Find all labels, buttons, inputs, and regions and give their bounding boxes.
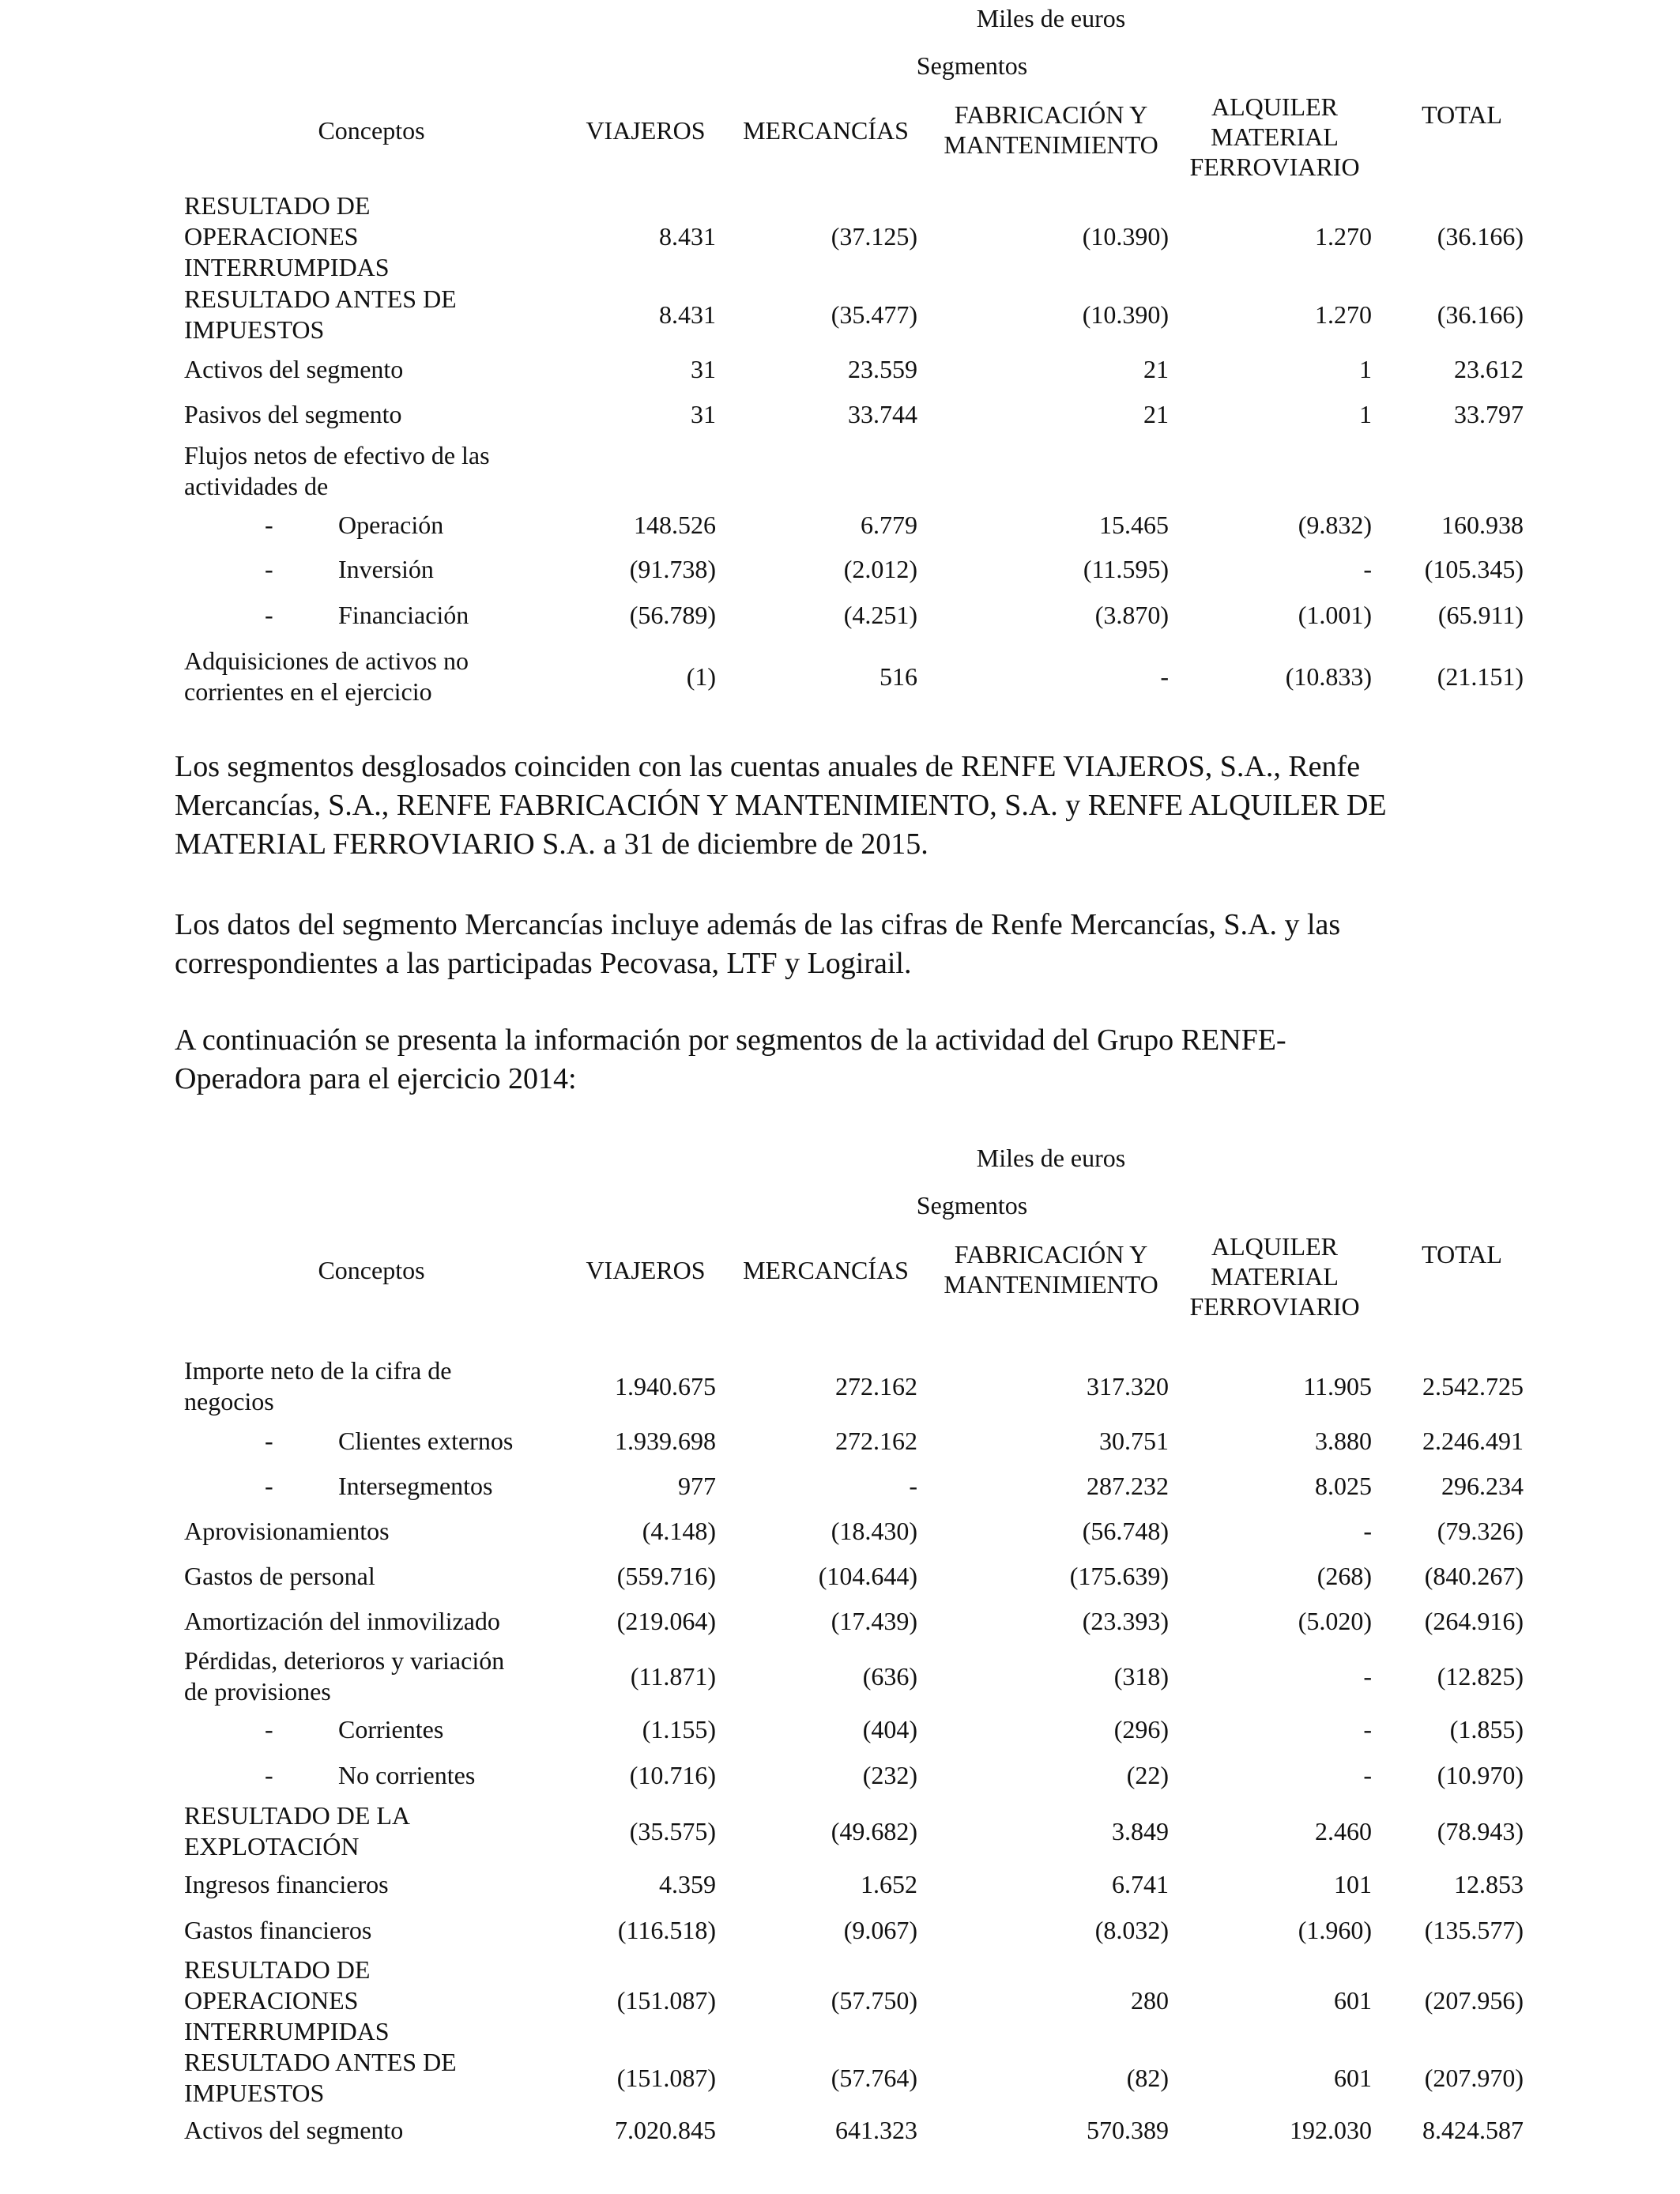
cell-total: (21.151) bbox=[1437, 662, 1524, 691]
cell-fabricacion: (318) bbox=[1113, 1661, 1169, 1691]
cell-mercancias: (232) bbox=[862, 1760, 917, 1789]
row-dash: - bbox=[265, 510, 273, 539]
row-label: Ingresos financieros bbox=[184, 1869, 389, 1898]
row-label: Activos del segmento bbox=[184, 354, 404, 383]
cell-fabricacion: (175.639) bbox=[1069, 1561, 1169, 1590]
cell-fabricacion: (10.390) bbox=[1082, 300, 1169, 329]
col-header-alquiler: MATERIAL bbox=[1211, 123, 1339, 151]
cell-mercancias: 23.559 bbox=[848, 354, 917, 383]
cell-viajeros: 7.020.845 bbox=[615, 2115, 716, 2144]
cell-total: (36.166) bbox=[1437, 221, 1524, 251]
cell-mercancias: (17.439) bbox=[831, 1606, 917, 1635]
row-dash: - bbox=[265, 1714, 273, 1744]
row-sublabel: Financiación bbox=[338, 600, 469, 629]
row-label: Activos del segmento bbox=[184, 2115, 404, 2144]
cell-fabricacion: (82) bbox=[1126, 2063, 1169, 2092]
cell-total: (264.916) bbox=[1424, 1606, 1524, 1635]
row-sublabel: Clientes externos bbox=[338, 1426, 514, 1455]
cell-viajeros: 8.431 bbox=[659, 221, 716, 251]
cell-alquiler: (5.020) bbox=[1298, 1606, 1372, 1635]
cell-fabricacion: (56.748) bbox=[1082, 1516, 1169, 1545]
cell-mercancias: 6.779 bbox=[861, 510, 917, 539]
cell-total: (79.326) bbox=[1437, 1516, 1524, 1545]
cell-fabricacion: 15.465 bbox=[1099, 510, 1169, 539]
row-label: Aprovisionamientos bbox=[184, 1516, 390, 1545]
cell-total: (12.825) bbox=[1437, 1661, 1524, 1691]
col-header-total: TOTAL bbox=[1422, 100, 1502, 129]
cell-fabricacion: 3.849 bbox=[1112, 1816, 1169, 1845]
row-label: corrientes en el ejercicio bbox=[184, 677, 432, 706]
row-label: RESULTADO DE bbox=[184, 1955, 371, 1984]
cell-fabricacion: 6.741 bbox=[1112, 1869, 1169, 1898]
cell-fabricacion: (22) bbox=[1126, 1760, 1169, 1789]
cell-mercancias: 33.744 bbox=[848, 399, 917, 428]
row-label: INTERRUMPIDAS bbox=[184, 252, 390, 281]
cell-fabricacion: 21 bbox=[1143, 399, 1169, 428]
cell-fabricacion: 21 bbox=[1143, 354, 1169, 383]
row-label: de provisiones bbox=[184, 1677, 331, 1706]
cell-mercancias: (4.251) bbox=[843, 600, 917, 629]
cell-total: 2.542.725 bbox=[1422, 1371, 1524, 1400]
col-header-alquiler: FERROVIARIO bbox=[1189, 1292, 1360, 1321]
cell-alquiler: 101 bbox=[1334, 1869, 1372, 1898]
cell-alquiler: - bbox=[1363, 1714, 1372, 1744]
row-label: Importe neto de la cifra de bbox=[184, 1356, 452, 1385]
cell-viajeros: (4.148) bbox=[642, 1516, 716, 1545]
cell-mercancias: - bbox=[909, 1471, 917, 1500]
row-sublabel: No corrientes bbox=[338, 1760, 476, 1789]
units-label: Miles de euros bbox=[976, 4, 1126, 32]
row-label: OPERACIONES bbox=[184, 221, 359, 251]
row-label: Adquisiciones de activos no bbox=[184, 647, 469, 675]
paragraph-line: MATERIAL FERROVIARIO S.A. a 31 de diciembre de 2015. bbox=[175, 827, 929, 861]
cell-viajeros: (559.716) bbox=[616, 1561, 716, 1590]
cell-total: 12.853 bbox=[1454, 1869, 1524, 1898]
col-header-viajeros: VIAJEROS bbox=[586, 116, 706, 145]
cell-fabricacion: (3.870) bbox=[1094, 600, 1169, 629]
cell-total: (10.970) bbox=[1437, 1760, 1524, 1789]
cell-mercancias: (57.764) bbox=[831, 2063, 917, 2092]
row-dash: - bbox=[265, 600, 273, 629]
cell-total: (105.345) bbox=[1424, 554, 1524, 583]
cell-total: (840.267) bbox=[1424, 1561, 1524, 1590]
cell-fabricacion: 317.320 bbox=[1087, 1371, 1169, 1400]
cell-fabricacion: (296) bbox=[1113, 1714, 1169, 1744]
cell-total: (207.970) bbox=[1424, 2063, 1524, 2092]
cell-viajeros: 148.526 bbox=[634, 510, 716, 539]
cell-viajeros: 1.940.675 bbox=[615, 1371, 716, 1400]
cell-alquiler: 1 bbox=[1359, 399, 1372, 428]
cell-total: 23.612 bbox=[1454, 354, 1524, 383]
col-header-mercancias: MERCANCÍAS bbox=[743, 116, 909, 145]
cell-total: (36.166) bbox=[1437, 300, 1524, 329]
cell-alquiler: 1 bbox=[1359, 354, 1372, 383]
cell-total: (78.943) bbox=[1437, 1816, 1524, 1845]
cell-viajeros: (116.518) bbox=[617, 1915, 716, 1944]
cell-alquiler: 601 bbox=[1334, 2063, 1372, 2092]
col-header-concepts: Conceptos bbox=[318, 1256, 425, 1284]
row-label: RESULTADO ANTES DE bbox=[184, 2048, 457, 2076]
row-label: Pasivos del segmento bbox=[184, 399, 402, 428]
cell-alquiler: 1.270 bbox=[1315, 221, 1372, 251]
col-header-alquiler: ALQUILER bbox=[1211, 92, 1338, 121]
cell-mercancias: (49.682) bbox=[831, 1816, 917, 1845]
cell-total: (207.956) bbox=[1424, 1985, 1524, 2015]
cell-alquiler: (9.832) bbox=[1298, 510, 1372, 539]
cell-fabricacion: (8.032) bbox=[1094, 1915, 1169, 1944]
cell-viajeros: 31 bbox=[691, 399, 716, 428]
paragraph-line: Los datos del segmento Mercancías incluye además de las cifras de Renfe Mercancías, S.A. y las bbox=[175, 908, 1341, 941]
row-sublabel: Corrientes bbox=[338, 1714, 444, 1744]
row-label: Amortización del inmovilizado bbox=[184, 1606, 500, 1635]
cell-alquiler: 1.270 bbox=[1315, 300, 1372, 329]
col-header-alquiler: MATERIAL bbox=[1211, 1262, 1339, 1291]
segments-label: Segmentos bbox=[916, 1191, 1028, 1220]
row-sublabel: Inversión bbox=[338, 554, 434, 583]
cell-total: 2.246.491 bbox=[1422, 1426, 1524, 1455]
row-sublabel: Intersegmentos bbox=[338, 1471, 493, 1500]
cell-fabricacion: - bbox=[1160, 662, 1169, 691]
cell-alquiler: 192.030 bbox=[1290, 2115, 1372, 2144]
cell-alquiler: 601 bbox=[1334, 1985, 1372, 2015]
cell-alquiler: (1.001) bbox=[1298, 600, 1372, 629]
cell-viajeros: 8.431 bbox=[659, 300, 716, 329]
col-header-fabricacion: FABRICACIÓN Y bbox=[954, 100, 1148, 129]
row-label: Flujos netos de efectivo de las bbox=[184, 441, 490, 469]
cell-viajeros: (219.064) bbox=[616, 1606, 716, 1635]
paragraph-segments-accounts bbox=[175, 748, 1512, 864]
row-label: RESULTADO DE LA bbox=[184, 1801, 411, 1830]
cell-viajeros: (151.087) bbox=[616, 2063, 716, 2092]
cell-viajeros: (35.575) bbox=[629, 1816, 716, 1845]
cell-viajeros: (91.738) bbox=[629, 554, 716, 583]
cell-mercancias: (104.644) bbox=[818, 1561, 917, 1590]
col-header-alquiler: ALQUILER bbox=[1211, 1232, 1338, 1261]
cell-alquiler: 3.880 bbox=[1315, 1426, 1372, 1455]
cell-total: 8.424.587 bbox=[1422, 2115, 1524, 2144]
cell-alquiler: (268) bbox=[1317, 1561, 1372, 1590]
paragraph-line: Mercancías, S.A., RENFE FABRICACIÓN Y MANTENIMIENTO, S.A. y RENFE ALQUILER DE bbox=[175, 789, 1387, 822]
paragraph-line: Operadora para el ejercicio 2014: bbox=[175, 1062, 577, 1095]
paragraph-2014-intro bbox=[175, 1021, 1512, 1099]
cell-mercancias: 272.162 bbox=[835, 1371, 917, 1400]
cell-fabricacion: 287.232 bbox=[1087, 1471, 1169, 1500]
cell-fabricacion: (11.595) bbox=[1083, 554, 1169, 583]
row-sublabel: Operación bbox=[338, 510, 444, 539]
cell-mercancias: (18.430) bbox=[831, 1516, 917, 1545]
cell-alquiler: - bbox=[1363, 554, 1372, 583]
cell-mercancias: (57.750) bbox=[831, 1985, 917, 2015]
row-label: Gastos de personal bbox=[184, 1561, 375, 1590]
cell-mercancias: (636) bbox=[862, 1661, 917, 1691]
cell-fabricacion: 30.751 bbox=[1099, 1426, 1169, 1455]
cell-alquiler: - bbox=[1363, 1516, 1372, 1545]
cell-total: (65.911) bbox=[1437, 600, 1524, 629]
row-dash: - bbox=[265, 554, 273, 583]
row-label: IMPUESTOS bbox=[184, 315, 325, 344]
row-label: INTERRUMPIDAS bbox=[184, 2016, 390, 2045]
cell-alquiler: (1.960) bbox=[1298, 1915, 1372, 1944]
row-label: EXPLOTACIÓN bbox=[184, 1832, 360, 1860]
row-label: RESULTADO DE bbox=[184, 190, 371, 220]
cell-fabricacion: 280 bbox=[1131, 1985, 1169, 2015]
cell-mercancias: (404) bbox=[862, 1714, 917, 1744]
cell-viajeros: (10.716) bbox=[629, 1760, 716, 1789]
row-label: IMPUESTOS bbox=[184, 2079, 325, 2107]
row-label: OPERACIONES bbox=[184, 1985, 359, 2015]
col-header-mercancias: MERCANCÍAS bbox=[743, 1256, 909, 1284]
cell-mercancias: (2.012) bbox=[843, 554, 917, 583]
cell-alquiler: (10.833) bbox=[1285, 662, 1372, 691]
cell-total: 33.797 bbox=[1454, 399, 1524, 428]
col-header-fabricacion: FABRICACIÓN Y bbox=[954, 1240, 1148, 1269]
cell-viajeros: 4.359 bbox=[659, 1869, 716, 1898]
cell-mercancias: 1.652 bbox=[861, 1869, 917, 1898]
cell-viajeros: (11.871) bbox=[630, 1661, 716, 1691]
cell-viajeros: (151.087) bbox=[616, 1985, 716, 2015]
row-dash: - bbox=[265, 1760, 273, 1789]
col-header-fabricacion: MANTENIMIENTO bbox=[944, 1270, 1158, 1299]
cell-viajeros: 977 bbox=[678, 1471, 716, 1500]
paragraph-mercancias-data bbox=[175, 906, 1512, 983]
cell-alquiler: - bbox=[1363, 1661, 1372, 1691]
row-label: actividades de bbox=[184, 472, 329, 500]
col-header-alquiler: FERROVIARIO bbox=[1189, 153, 1360, 181]
units-label: Miles de euros bbox=[976, 1144, 1126, 1172]
paragraph-line: correspondientes a las participadas Pecovasa, LTF y Logirail. bbox=[175, 947, 912, 980]
row-label: Gastos financieros bbox=[184, 1915, 372, 1944]
paragraph-line: A continuación se presenta la información por segmentos de la actividad del Grupo RENFE- bbox=[175, 1023, 1286, 1057]
row-label: RESULTADO ANTES DE bbox=[184, 285, 457, 313]
cell-fabricacion: 570.389 bbox=[1087, 2115, 1169, 2144]
paragraph-line: Los segmentos desglosados coinciden con las cuentas anuales de RENFE VIAJEROS, S.A., Renfe bbox=[175, 750, 1361, 783]
cell-mercancias: (35.477) bbox=[831, 300, 917, 329]
cell-viajeros: (1.155) bbox=[642, 1714, 716, 1744]
cell-viajeros: (1) bbox=[686, 662, 716, 691]
row-label: negocios bbox=[184, 1387, 274, 1416]
col-header-total: TOTAL bbox=[1422, 1240, 1502, 1269]
cell-total: 296.234 bbox=[1441, 1471, 1524, 1500]
cell-mercancias: 516 bbox=[880, 662, 917, 691]
cell-alquiler: 2.460 bbox=[1315, 1816, 1372, 1845]
cell-fabricacion: (10.390) bbox=[1082, 221, 1169, 251]
row-dash: - bbox=[265, 1426, 273, 1455]
cell-viajeros: 1.939.698 bbox=[615, 1426, 716, 1455]
cell-viajeros: 31 bbox=[691, 354, 716, 383]
cell-mercancias: 272.162 bbox=[835, 1426, 917, 1455]
row-label: Pérdidas, deterioros y variación bbox=[184, 1646, 505, 1675]
row-dash: - bbox=[265, 1471, 273, 1500]
col-header-fabricacion: MANTENIMIENTO bbox=[944, 130, 1158, 159]
cell-alquiler: - bbox=[1363, 1760, 1372, 1789]
cell-mercancias: (37.125) bbox=[831, 221, 917, 251]
col-header-viajeros: VIAJEROS bbox=[586, 1256, 706, 1284]
cell-total: (1.855) bbox=[1449, 1714, 1524, 1744]
cell-mercancias: 641.323 bbox=[835, 2115, 917, 2144]
cell-total: 160.938 bbox=[1441, 510, 1524, 539]
segments-label: Segmentos bbox=[916, 51, 1028, 80]
cell-alquiler: 8.025 bbox=[1315, 1471, 1372, 1500]
cell-viajeros: (56.789) bbox=[629, 600, 716, 629]
cell-mercancias: (9.067) bbox=[843, 1915, 917, 1944]
cell-fabricacion: (23.393) bbox=[1082, 1606, 1169, 1635]
col-header-concepts: Conceptos bbox=[318, 116, 425, 145]
cell-alquiler: 11.905 bbox=[1303, 1371, 1372, 1400]
cell-total: (135.577) bbox=[1424, 1915, 1524, 1944]
